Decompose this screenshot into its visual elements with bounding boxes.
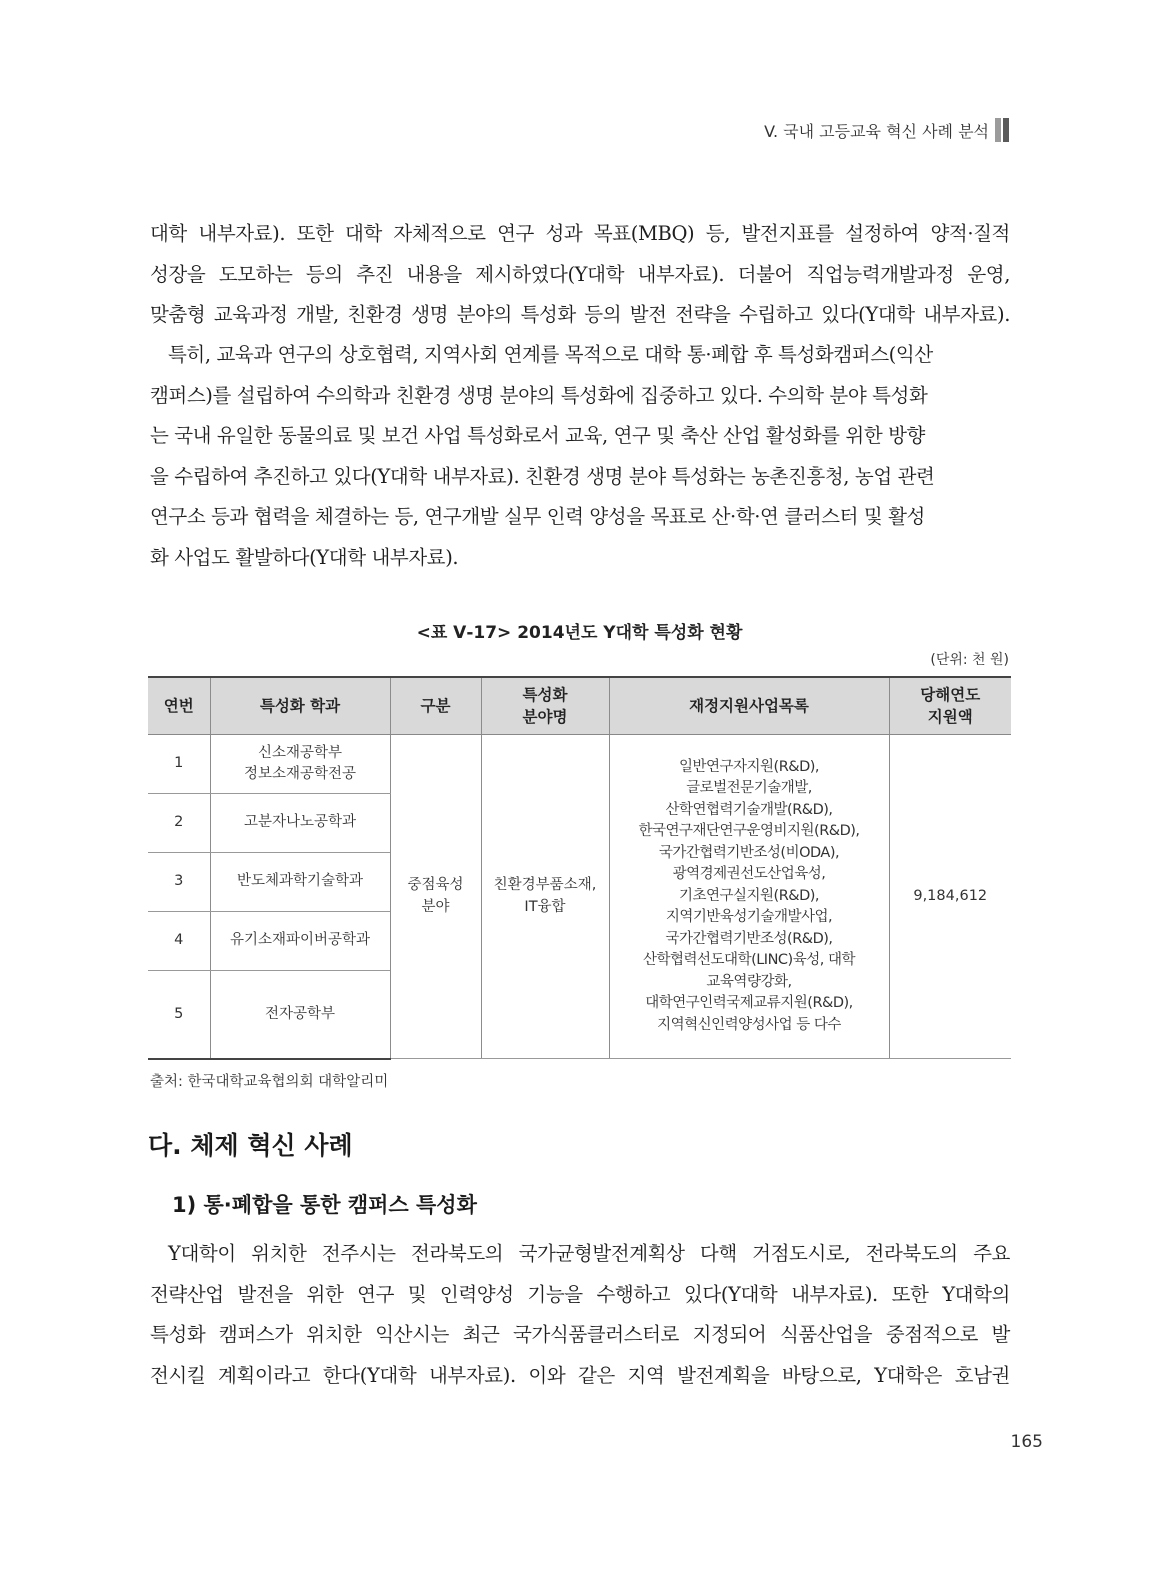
paragraph-line: 는 국내 유일한 동물의료 및 보건 사업 특성화로서 교육, 연구 및 축산 산업 활성화를 위한 방향: [150, 424, 925, 448]
field-line: IT융합: [524, 898, 566, 915]
cell-no: 4: [148, 912, 210, 971]
program-item: 국가간협력기반조성(비ODA),: [658, 844, 840, 861]
header-field-line: 분야명: [522, 708, 568, 726]
subsection-title: 1) 통·폐합을 통한 캠퍼스 특성화: [172, 1193, 477, 1217]
program-item: 산학연협력기술개발(R&D),: [665, 801, 833, 818]
program-item: 광역경제권선도산업육성,: [672, 866, 826, 883]
chapter-title: V. 국내 고등교육 혁신 사례 분석: [764, 121, 989, 141]
paragraph-line: 을 수립하여 추진하고 있다(Y대학 내부자료). 친환경 생명 분야 특성화는 농촌진흥청, 농업 관련: [150, 464, 935, 488]
paragraph-3: [150, 1234, 1010, 1396]
paragraph-line: 대학 내부자료). 또한 대학 자체적으로 연구 성과 목표(MBQ) 등, 발전지표를 설정하여 양적·질적: [150, 222, 1010, 245]
header-field: [481, 677, 609, 735]
cell-department: 고분자나노공학과: [210, 794, 390, 853]
paragraph-line: 전략산업 발전을 위한 연구 및 인력양성 기능을 수행하고 있다(Y대학 내부자료). 또한 Y대학의: [150, 1282, 1010, 1306]
paragraph-line: 전시킬 계획이라고 한다(Y대학 내부자료). 이와 같은 지역 발전계획을 바탕으로, Y대학은 호남권: [150, 1363, 1010, 1387]
header-bar-light: [995, 118, 1001, 142]
page-number: 165: [1010, 1432, 1043, 1452]
cell-no: 2: [148, 794, 210, 853]
cell-amount: 9,184,612: [889, 735, 1011, 1059]
program-item: 교육역량강화,: [706, 973, 792, 990]
header-programs: 재정지원사업목록: [609, 677, 889, 735]
program-item: 지역혁신인력양성사업 등 다수: [657, 1016, 841, 1033]
table-header-row: [148, 677, 1011, 735]
table-unit: (단위: 천 원): [930, 652, 1009, 668]
program-item: 대학연구인력국제교류지원(R&D),: [645, 995, 853, 1012]
paragraph-line: 특히, 교육과 연구의 상호협력, 지역사회 연계를 목적으로 대학 통·폐합 후 특성화캠퍼스(익산: [168, 343, 933, 366]
cell-department: 유기소재파이버공학과: [210, 912, 390, 971]
section-title: 다. 체제 혁신 사례: [148, 1131, 353, 1160]
department-line: 신소재공학부: [257, 744, 343, 761]
table-source: 출처: 한국대학교육협의회 대학알리미: [150, 1074, 389, 1090]
program-item: 국가간협력기반조성(R&D),: [665, 930, 833, 947]
cell-department: [210, 735, 390, 794]
table-row: [148, 735, 1011, 794]
category-line: 분야: [421, 898, 450, 915]
program-item: 글로벌전문기술개발,: [686, 780, 812, 797]
field-line: 친환경부품소재,: [493, 877, 597, 893]
running-header: [764, 118, 1009, 142]
cell-field: [481, 735, 609, 1059]
paragraph-line: 연구소 등과 협력을 체결하는 등, 연구개발 실무 인력 양성을 목표로 산·학·연 클러스터 및 활성: [150, 505, 925, 529]
paragraph-2: [150, 335, 1010, 579]
header-bar-dark: [1003, 118, 1009, 142]
header-amount-line: 당해연도: [920, 686, 981, 704]
department-line: 정보소재공학전공: [243, 766, 357, 782]
program-item: 일반연구자지원(R&D),: [678, 758, 820, 775]
specialization-table: [148, 676, 1011, 1060]
cell-no: 5: [148, 971, 210, 1059]
header-department: 특성화 학과: [210, 677, 390, 735]
paragraph-line: 캠퍼스)를 설립하여 수의학과 친환경 생명 분야의 특성화에 집중하고 있다. 수의학 분야 특성화: [150, 383, 928, 407]
paragraph-line: 성장을 도모하는 등의 추진 내용을 제시하였다(Y대학 내부자료). 더불어 직업능력개발과정 운영,: [150, 262, 1010, 286]
cell-department: 전자공학부: [210, 971, 390, 1059]
cell-department: 반도체과학기술학과: [210, 853, 390, 912]
header-no: 연번: [148, 677, 210, 735]
paragraph-line: Y대학이 위치한 전주시는 전라북도의 국가균형발전계획상 다핵 거점도시로, 전라북도의 주요: [168, 1242, 1010, 1265]
cell-programs: [609, 735, 889, 1059]
program-item: 산학협력선도대학(LINC)육성, 대학: [643, 952, 855, 969]
paragraph-1: [150, 214, 1010, 336]
header-amount-line: 지원액: [927, 708, 973, 726]
paragraph-line: 맞춤형 교육과정 개발, 친환경 생명 분야의 특성화 등의 발전 전략을 수립하고 있다(Y대학 내부자료).: [150, 303, 1010, 327]
program-item: 기초연구실지원(R&D),: [678, 887, 820, 904]
cell-no: 3: [148, 853, 210, 912]
program-item: 지역기반육성기술개발사업,: [665, 909, 833, 926]
header-category: 구분: [390, 677, 481, 735]
table-caption: <표 Ⅴ-17> 2014년도 Y대학 특성화 현황: [416, 623, 743, 643]
cell-no: 1: [148, 735, 210, 794]
program-item: 한국연구재단연구운영비지원(R&D),: [638, 823, 860, 840]
paragraph-line: 화 사업도 활발하다(Y대학 내부자료).: [150, 545, 459, 569]
header-amount: [889, 677, 1011, 735]
category-line: 중점육성: [407, 877, 464, 893]
paragraph-line: 특성화 캠퍼스가 위치한 익산시는 최근 국가식품클러스터로 지정되어 식품산업을 중점적으로 발: [150, 1323, 1010, 1347]
cell-category: [390, 735, 481, 1059]
header-field-line: 특성화: [522, 686, 568, 704]
